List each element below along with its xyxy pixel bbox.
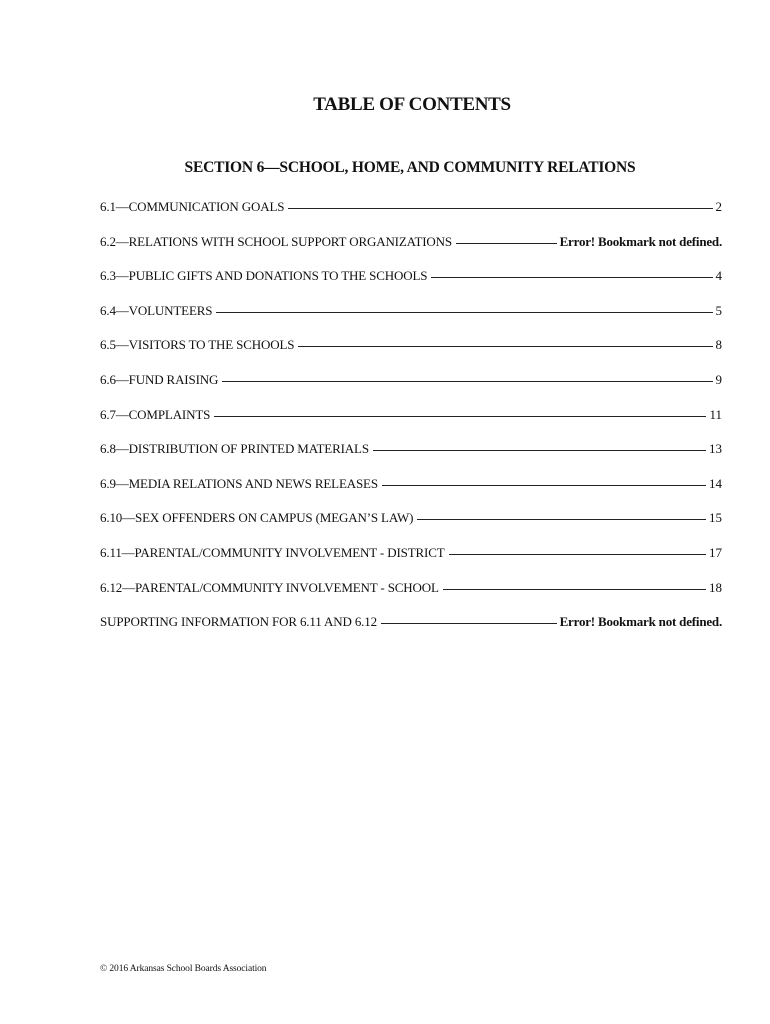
toc-leader bbox=[417, 519, 706, 520]
toc-entry-label: 6.12—PARENTAL/COMMUNITY INVOLVEMENT - SCHOOL bbox=[100, 579, 439, 595]
toc-entry[interactable] bbox=[100, 372, 722, 407]
toc-title: TABLE OF CONTENTS bbox=[313, 94, 511, 115]
toc-entry[interactable] bbox=[100, 614, 722, 649]
toc-entry[interactable] bbox=[100, 441, 722, 476]
toc-leader bbox=[288, 208, 712, 209]
toc-entry-label: 6.5—VISITORS TO THE SCHOOLS bbox=[100, 337, 295, 353]
toc-entry[interactable] bbox=[100, 234, 722, 269]
toc-leader bbox=[214, 416, 706, 417]
toc-entry[interactable] bbox=[100, 510, 722, 545]
toc-entry-page: 13 bbox=[709, 441, 722, 457]
toc-entry-page: 4 bbox=[715, 268, 722, 284]
toc-entry-label: 6.10—SEX OFFENDERS ON CAMPUS (MEGAN’S LAW) bbox=[100, 510, 414, 526]
toc-entry-label: 6.1—COMMUNICATION GOALS bbox=[100, 199, 285, 214]
toc-entry-label: 6.3—PUBLIC GIFTS AND DONATIONS TO THE SCHOOLS bbox=[100, 268, 428, 284]
toc-leader bbox=[443, 589, 706, 590]
toc-entry[interactable] bbox=[100, 337, 722, 372]
toc-entry-label: 6.2—RELATIONS WITH SCHOOL SUPPORT ORGANIZATIONS bbox=[100, 233, 452, 249]
toc-leader bbox=[216, 312, 712, 313]
toc-entry-page: 11 bbox=[709, 406, 722, 422]
toc-leader bbox=[381, 623, 557, 624]
toc-entry-page: Error! Bookmark not defined. bbox=[559, 614, 722, 630]
toc-entry[interactable] bbox=[100, 580, 722, 615]
toc-entry-label: 6.11—PARENTAL/COMMUNITY INVOLVEMENT - DISTRICT bbox=[100, 544, 445, 560]
toc-entry[interactable] bbox=[100, 476, 722, 511]
copyright-footer: © 2016 Arkansas School Boards Association bbox=[100, 964, 267, 974]
toc-entry[interactable] bbox=[100, 268, 722, 303]
toc-entry-label: 6.7—COMPLAINTS bbox=[100, 406, 211, 422]
toc-entry[interactable] bbox=[100, 303, 722, 338]
toc-entry-page: 9 bbox=[715, 371, 722, 387]
toc-entry-page: 14 bbox=[709, 475, 722, 491]
toc-entry-label: SUPPORTING INFORMATION FOR 6.11 AND 6.12 bbox=[100, 614, 377, 630]
toc-entry-label: 6.8—DISTRIBUTION OF PRINTED MATERIALS bbox=[100, 441, 369, 457]
toc-entry-page: 18 bbox=[709, 579, 722, 595]
toc-leader bbox=[456, 243, 557, 244]
section-heading: SECTION 6—SCHOOL, HOME, AND COMMUNITY RELATIONS bbox=[184, 159, 636, 176]
toc-leader bbox=[373, 450, 706, 451]
toc-entry[interactable] bbox=[100, 545, 722, 580]
toc-entry-page: 8 bbox=[715, 337, 722, 353]
toc-entry-label: 6.4—VOLUNTEERS bbox=[100, 302, 213, 318]
toc-leader bbox=[431, 277, 712, 278]
toc-leader bbox=[222, 381, 712, 382]
toc-entry-page: 17 bbox=[709, 544, 722, 560]
toc-leader bbox=[298, 346, 712, 347]
toc-entry-page: Error! Bookmark not defined. bbox=[559, 233, 722, 249]
toc-entry[interactable] bbox=[100, 199, 722, 234]
toc-entry-page: 2 bbox=[715, 199, 722, 214]
toc-leader bbox=[449, 554, 706, 555]
toc-entry-page: 5 bbox=[715, 302, 722, 318]
toc-list bbox=[100, 199, 722, 649]
toc-entry-label: 6.9—MEDIA RELATIONS AND NEWS RELEASES bbox=[100, 475, 378, 491]
toc-entry[interactable] bbox=[100, 407, 722, 442]
toc-entry-page: 15 bbox=[709, 510, 722, 526]
toc-entry-label: 6.6—FUND RAISING bbox=[100, 371, 219, 387]
toc-leader bbox=[382, 485, 706, 486]
